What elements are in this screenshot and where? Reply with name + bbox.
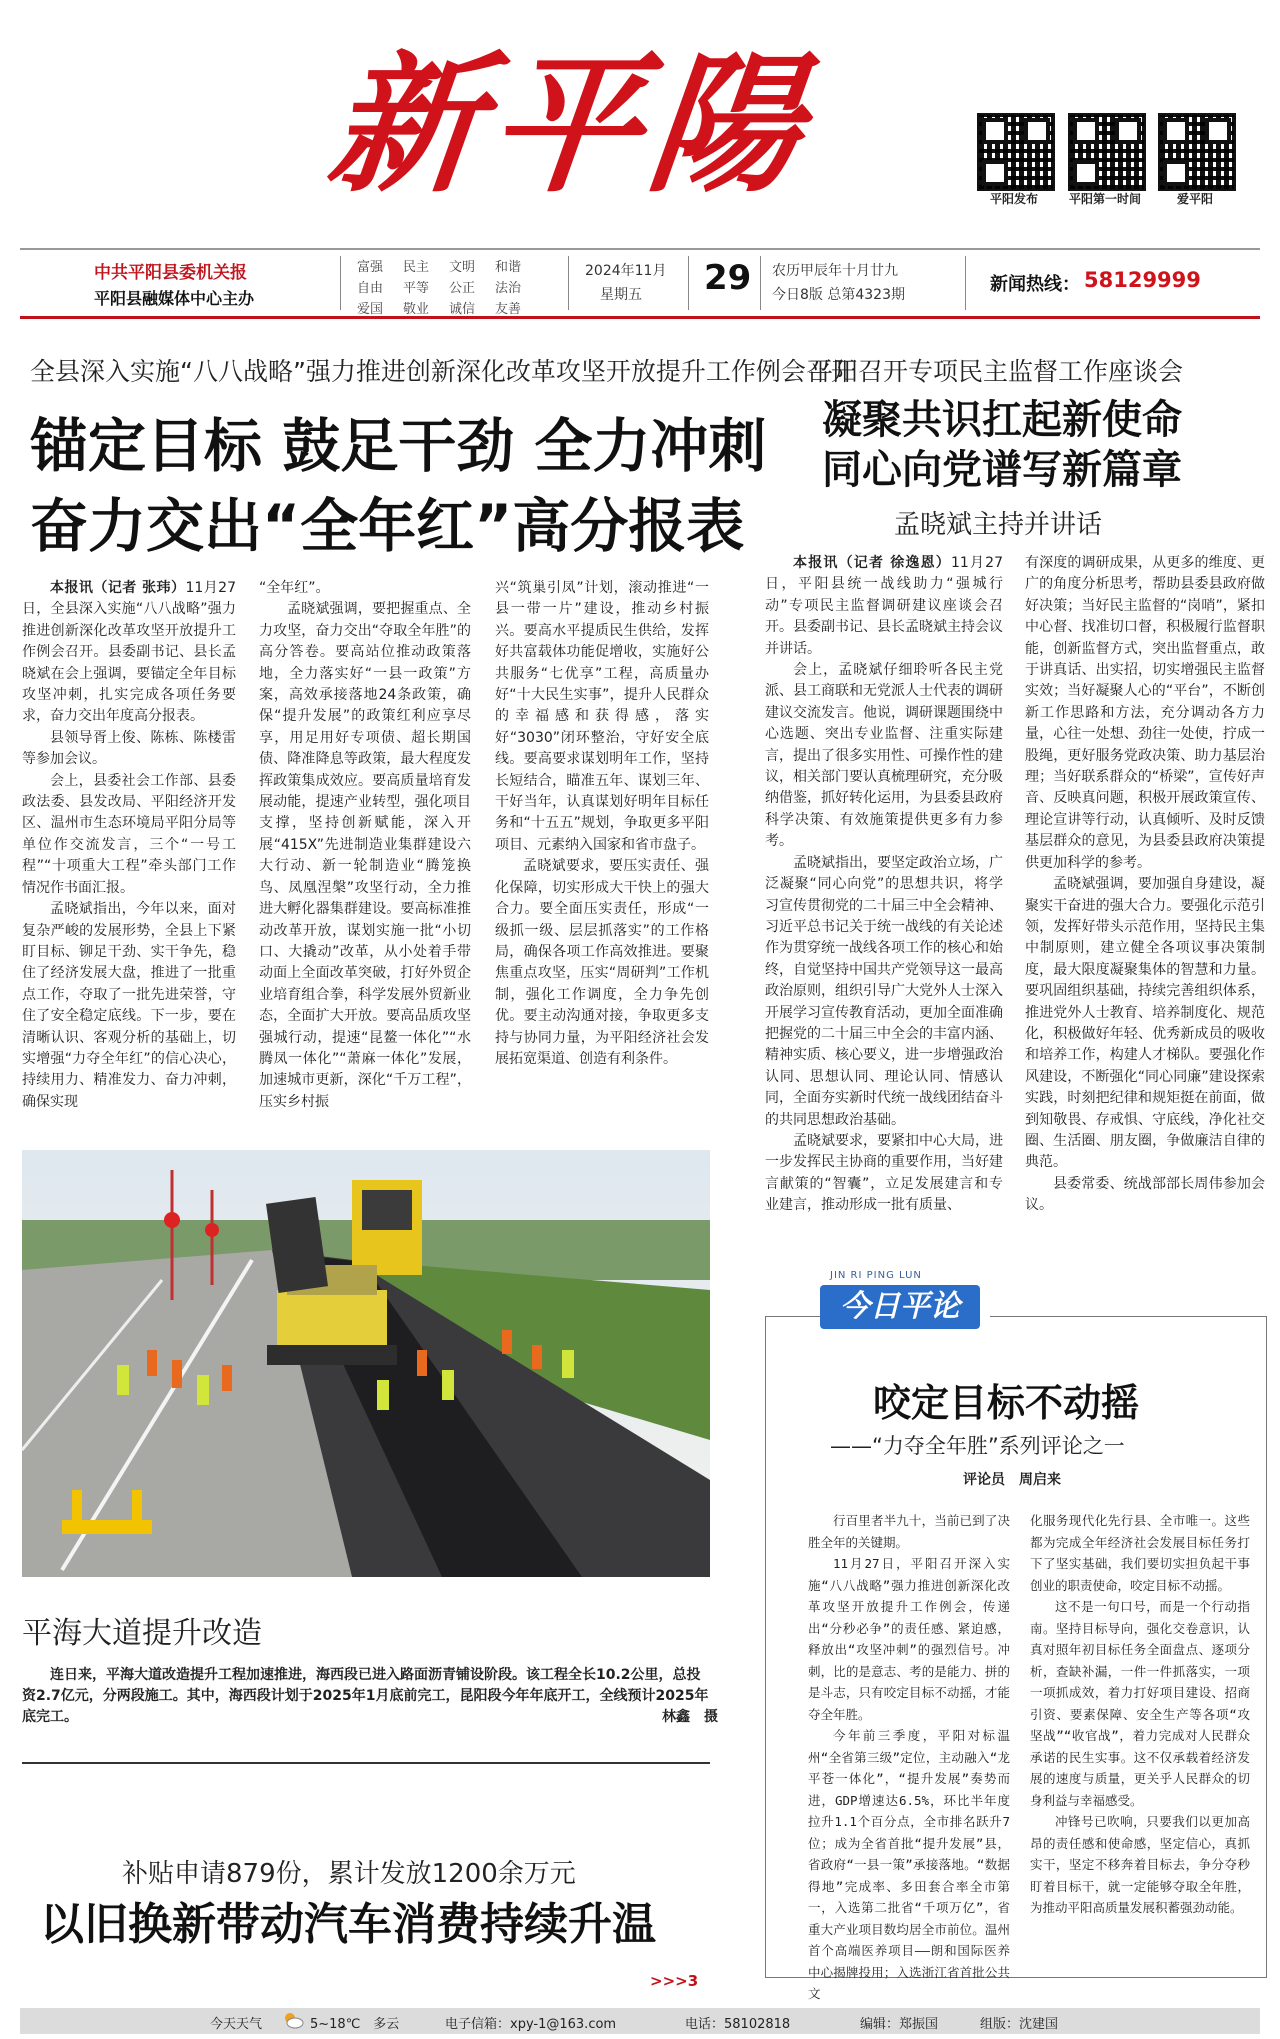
issue-info: 今日8版 总第4323期 — [772, 287, 905, 303]
qr-code-icon[interactable] — [1158, 113, 1236, 191]
party-org: 中共平阳县委机关报 — [94, 263, 247, 283]
issue-block — [772, 250, 962, 316]
byline: 本报讯（记者 张玮） — [50, 580, 186, 596]
photo-title: 平海大道提升改造 — [22, 1616, 262, 1651]
qr-label: 爱平阳 — [1176, 192, 1213, 206]
core-value: 民主 — [403, 260, 430, 275]
commentary-subtitle: ——“力夺全年胜”系列评论之一 — [830, 1434, 1125, 1458]
weather-forecast: 5~18℃ 多云 — [310, 2017, 400, 2032]
paragraph: 会上，县委社会工作部、县委政法委、县发改局、平阳经济开发区、温州市生态环境局平阳分局等单位作交流发言，三个“一号工程”“十项重大工程”牵头部门工作情况作书面汇报。 — [22, 772, 236, 896]
paragraph: 冲锋号已吹响，只要我们以更加高昂的责任感和使命感，坚定信心，真抓实干，坚定不移奔着目标去，争分夺秒盯着目标干，就一定能够夺取全年胜，为推动平阳高质量发展积蓄强劲动能。 — [1030, 1814, 1250, 1915]
paragraph: 县领导胥上俊、陈栋、陈楼雷等参加会议。 — [22, 729, 236, 768]
commentary-badge — [820, 1270, 990, 1338]
qr-code-icon[interactable] — [1068, 113, 1146, 191]
weather-label: 今天天气 — [210, 2017, 263, 2032]
lead-kicker: 全县深入实施“八八战略”强力推进创新深化改革攻坚开放提升工作例会召开 — [30, 357, 856, 386]
paragraph: 县委常委、统战部部长周伟参加会议。 — [1025, 1175, 1265, 1214]
lead-headline-line1: 锚定目标 鼓足干劲 全力冲刺 — [30, 412, 767, 480]
right-kicker: 平阳召开专项民主监督工作座谈会 — [808, 357, 1184, 386]
qr-code-icon[interactable] — [977, 113, 1055, 191]
lead-column-2 — [259, 578, 471, 1113]
right-column-2 — [1025, 553, 1265, 1243]
partly-cloudy-icon — [282, 2011, 302, 2029]
core-value: 敬业 — [403, 302, 430, 317]
footer-phone: 电话：58102818 — [685, 2017, 791, 2032]
core-values — [357, 256, 557, 322]
road-paving-image — [22, 1150, 710, 1577]
qr-label: 平阳发布 — [989, 192, 1038, 206]
right-headline-line1: 凝聚共识扛起新使命 — [822, 397, 1182, 443]
commentary-byline: 评论员 周启来 — [963, 1472, 1061, 1488]
paragraph: 会上，孟晓斌仔细聆听各民主党派、县工商联和无党派人士代表的调研建议交流发言。他说，调研课题围绕中心选题、突出专业监督、注重实际建言，提出了很多实用性、可操作性的建议，相关部门要认真梳理研究，充分吸纳借鉴，抓好转化运用，为县委县政府科学决策、有效施策提供更多有力参考。 — [765, 662, 1003, 850]
paragraph: 孟晓斌指出，今年以来，面对复杂严峻的发展形势，全县上下紧盯目标、铆足干劲、实干争先，稳住了经济发展大盘，推进了一批重点工作，夺取了一批先进荣誉，守住了安全稳定底线。下一步，要在清晰认识、客观分析的基础上，切实增强“力夺全年红”的信心决心，持续用力、精准发力、奋力冲刺，确保实现 — [22, 901, 236, 1110]
commentary-column-2 — [1030, 1510, 1250, 1965]
core-value: 爱国 — [357, 302, 384, 317]
footer-bar — [20, 2008, 1260, 2034]
day-number: 29 — [704, 258, 752, 298]
commentary-section-label: 今日平论 — [820, 1285, 980, 1329]
bottom-kicker: 补贴申请879份，累计发放1200余万元 — [122, 1859, 576, 1889]
right-subhead: 孟晓斌主持并讲话 — [894, 510, 1103, 540]
lead-column-3 — [495, 578, 709, 1113]
paragraph: 孟晓斌强调，要把握重点、全力攻坚，奋力交出“夺取全年胜”的高分答卷。要高站位推动政策落地，全力落实好“一县一政策”方案，高效承接落地24条政策，确保“提升发展”的政策红利应享尽享，用足用好专项债、超长期国债、降准降息等政策，最大程度发挥政策集成效应。要高质量培育发展动能，提速产业转型，强化项目支撑，坚持创新赋能，深入开展“415X”先进制造业集群建设六大行动、新一轮制造业“腾笼换鸟、凤凰涅槃”攻坚行动，全力推进大孵化器集群建设。要高标准推动改革开放，谋划实施一批“小切口、大撬动”改革，从小处着手带动面上全面改革突破，打好外贸企业培育组合拳，科学发展外贸新业态，全面扩大开放。要高品质攻坚强城行动，提速“昆鳌一体化”“水腾凤一体化”“萧麻一体化”发展，加速城市更新，深化“千万工程”，压实乡村振 — [259, 601, 471, 1110]
core-value: 富强 — [357, 260, 384, 275]
lead-column-1 — [22, 578, 236, 1113]
jump-link[interactable]: >>>3 — [650, 1972, 699, 1990]
photographer: 林鑫 摄 — [662, 1709, 718, 1725]
hotline-block — [972, 250, 1242, 316]
paragraph: 化服务现代化先行县、全市唯一。这些都为完成全年经济社会发展目标任务打下了坚实基础，我们要切实担负起干事创业的职责使命，咬定目标不动摇。 — [1030, 1513, 1250, 1593]
commentary-title: 咬定目标不动摇 — [873, 1381, 1140, 1425]
year-month: 2024年11月 — [585, 263, 667, 279]
paragraph: 本报讯（记者 张玮）11月27日，全县深入实施“八八战略”强力推进创新深化改革攻坚开放提升工作例会召开。县委副书记、县长孟晓斌在会上强调，要锚定全年目标攻坚冲刺，扎实完成各项任务要求，奋力交出年度高分报表。 — [22, 580, 236, 725]
right-headline-line2: 同心向党谱写新篇章 — [822, 447, 1182, 493]
photo-caption: 连日来，平海大道改造提升工程加速推进，海西段已进入路面沥青铺设阶段。该工程全长10.2公里，总投资2.7亿元，分两段施工。其中，海西段计划于2025年1月底前完工，昆阳段今年年底开工，全线预计2025年底完工。 — [22, 1667, 709, 1725]
footer-layout: 组版：沈建国 — [980, 2017, 1059, 2032]
day-block — [692, 250, 762, 316]
footer-email: 电子信箱：xpy-1@163.com — [445, 2017, 617, 2032]
paragraph: 孟晓斌指出，要坚定政治立场，广泛凝聚“同心向党”的思想共识，将学习宣传贯彻党的二十届三中全会精神、习近平总书记关于统一战线的有关论述作为贯穿统一战线各项工作的核心和始终，自觉坚持中国共产党领导这一最高政治原则，组织引导广大党外人士深入开展学习宣传教育活动，更加全面准确把握党的二十届三中全会的丰富内涵、精神实质、核心要义，进一步增强政治认同、思想认同、理论认同、情感认同，全面夯实新时代统一战线团结奋斗的共同思想政治基础。 — [765, 854, 1003, 1128]
lead-headline-line2: 奋力交出“全年红”高分报表 — [30, 492, 745, 560]
date-block — [580, 250, 690, 316]
core-value: 文明 — [449, 260, 476, 275]
paragraph: 11月27日，平阳召开深入实施“八八战略”强力推进创新深化改革攻坚开放提升工作例会，传递出“分秒必争”的责任感、紧迫感，释放出“攻坚冲刺”的强烈信号。冲刺，比的是意志、考的是能力、拼的是斗志，只有咬定目标不动摇，才能夺全年胜。 — [808, 1556, 1010, 1722]
paragraph: 今年前三季度，平阳对标温州“全省第三级”定位，主动融入“龙平苍一体化”，“提升发展”奏势而进，GDP增速达6.5%，环比半年度拉升1.1个百分点，全市排名跃升7位；成为全省首批“提升发展”县，省政府“一县一策”承接落地。“数据得地”完成率、多田套合率全市第一，入选第二批省“千项万亿”，省重大产业项目数均居全市前位。温州首个高端医养项目——朗和国际医养中心揭牌投用；入选浙江省首批公共文 — [808, 1728, 1010, 2001]
hotline-label: 新闻热线： — [990, 274, 1080, 295]
masthead-title: 新平陽 — [320, 37, 820, 213]
bottom-headline: 以旧换新带动汽车消费持续升温 — [40, 1899, 656, 1950]
paragraph: 行百里者半九十，当前已到了决胜全年的关键期。 — [808, 1513, 1010, 1550]
commentary-pinyin: JIN RI PING LUN — [830, 1270, 922, 1281]
paragraph: 孟晓斌要求，要紧扣中心大局，进一步发挥民主协商的重要作用，当好建言献策的“智囊”，立足发展建言和专业建言，推动形成一批有质量、 — [765, 1132, 1003, 1214]
core-value: 平等 — [403, 281, 430, 296]
core-value: 自由 — [357, 281, 384, 296]
paragraph: “全年红”。 — [259, 580, 330, 596]
qr-label: 平阳第一时间 — [1068, 192, 1141, 206]
hotline-number: 58129999 — [1084, 268, 1201, 292]
info-bar — [20, 248, 1260, 319]
paragraph: 孟晓斌要求，要压实责任、强化保障，切实形成大干快上的强大合力。要全面压实责任，形成“一级抓一级、层层抓落实”的工作格局，确保各项工作高效推进。要聚焦重点攻坚，压实“周研判”工作机制，强化工作调度，全力争先创优。要主动沟通对接，争取更多支持与协同力量，为平阳经济社会发展拓宽渠道、创造有利条件。 — [495, 858, 709, 1067]
paragraph: 本报讯（记者 徐逸恩）11月27日，平阳县统一战线助力“强城行动”专项民主监督调研建议座谈会召开。县委副书记、县长孟晓斌主持会议并讲话。 — [765, 555, 1003, 657]
core-value: 法治 — [495, 281, 522, 296]
paragraph: 有深度的调研成果，从更多的维度、更广的角度分析思考，帮助县委县政府做好决策；当好民主监督的“岗哨”，紧扣中心督、找准切口督，积极履行监督职能，创新监督方式，突出监督重点，敢于讲真话、出实招，切实增强民主监督实效；当好凝聚人心的“平台”，不断创新工作思路和方法，充分调动各方力量，心往一处想、劲往一处使，拧成一股绳，更好服务党政决策、助力基层治理；当好联系群众的“桥梁”，宣传好声音、反映真问题，积极开展政策宣传、理论宣讲等行动，认真倾听、及时反馈基层群众的意见，为县委县政府决策提供更加科学的参考。 — [1025, 555, 1265, 871]
divider — [22, 1762, 710, 1764]
publisher-block — [60, 250, 340, 316]
paragraph: 这不是一句口号，而是一个行动指南。坚持目标导向，强化交卷意识，认真对照年初目标任务全面盘点、逐项分析，查缺补漏，一件一件抓落实，一项一项抓成效，着力打好项目建设、招商引资、要素保障、安全生产等各项“攻坚战”“收官战”，着力完成对人民群众承诺的民生实事。这不仅承载着经济发展的速度与质量，更关乎人民群众的切身利益与幸福感受。 — [1030, 1599, 1250, 1808]
paragraph: 孟晓斌强调，要加强自身建设，凝聚实干奋进的强大合力。要强化示范引领，发挥好带头示范作用，坚持民主集中制原则，建立健全各项议事决策制度，最大限度凝聚集体的智慧和力量。要巩固组织基础，持续完善组织体系，推进党外人士教育、培养制度化、规范化，积极做好年轻、优秀新成员的吸收和培养工作，构建人才梯队。要强化作风建设，不断强化“同心同廉”建设探索实践，时刻把纪律和规矩挺在前面，做到知敬畏、存戒惧、守底线，净化社交圈、生活圈、朋友圈，争做廉洁自律的典范。 — [1025, 876, 1265, 1171]
lunar-date: 农历甲辰年十月廿九 — [772, 263, 898, 279]
footer-editor: 编辑：郑振国 — [860, 2017, 939, 2032]
core-value: 公正 — [449, 281, 476, 296]
core-value: 和谐 — [495, 260, 522, 275]
paragraph: 兴“筑巢引凤”计划，滚动推进“一县一带一片”建设，推动乡村振兴。要高水平提质民生供给，发挥好共富载体功能促增收，实施好公共服务“七优享”工程，高质量办好“十大民生实事”，提升人民群众的幸福感和获得感，落实好“3030”闭环整治，守好安全底线。要高要求谋划明年工作，坚持长短结合，瞄准五年、谋划三年、干好当年，认真谋划好明年目标任务和“十五五”规划，争取更多平阳项目、元素纳入国家和省市盘子。 — [495, 580, 709, 853]
core-value: 诚信 — [449, 302, 476, 317]
commentary-column-1 — [808, 1510, 1010, 2001]
core-value: 友善 — [495, 302, 522, 317]
media-center: 平阳县融媒体中心主办 — [94, 289, 255, 308]
road-paving-photo — [22, 1150, 710, 1577]
weekday: 星期五 — [600, 287, 642, 303]
byline: 本报讯（记者 徐逸恩） — [793, 555, 951, 571]
right-column-1 — [765, 553, 1003, 1243]
